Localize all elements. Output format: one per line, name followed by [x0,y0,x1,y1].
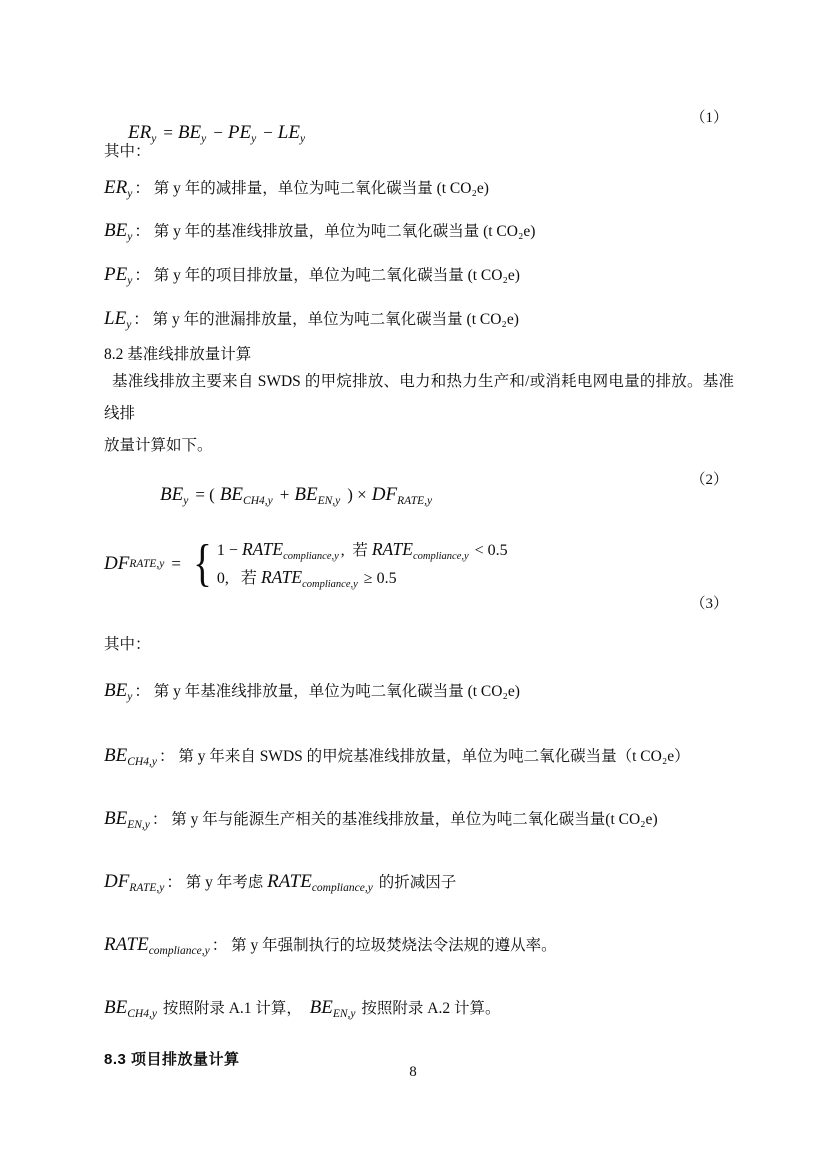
definition-text: ： 第 y 年的泄漏排放量，单位为吨二氧化碳当量 (t CO₂e) [133,311,519,328]
var-be: BE [160,484,184,505]
var-df: DF [371,484,398,505]
var-be-ch4-sub: CH4,y [127,756,157,768]
var-le: LE [104,308,127,329]
var-be: BE [104,680,128,701]
var-df-sub: RATE,y [397,495,433,507]
var-be-en-sub: EN,y [317,495,341,507]
operator-equals-open-paren: = ( [195,485,215,504]
section-8-2-title: 8.2 基准线排放量计算 [104,346,252,363]
where-label-2 [104,634,734,656]
equation-2-body [160,484,434,507]
definition-be-ch4-y [104,744,734,767]
appendix-calculation-note [104,996,734,1019]
var-pe: PE [227,122,252,143]
var-be-en: BE [104,808,128,829]
var-be-en-sub: EN,y [127,819,150,831]
var-er: ER [104,177,128,198]
var-er-sub: y [127,188,133,200]
definition-be-en-y [104,807,734,830]
var-be-sub: y [183,495,189,507]
var-rate: RATE [104,934,149,955]
equation-3 [104,534,734,620]
case-2-threshold: ≥ 0.5 [359,570,397,587]
var-be-sub: y [201,133,207,145]
definition-text: ： 第 y 年考虑 [166,874,268,891]
definition-le-y [104,307,734,330]
section-heading-8-2 [104,342,734,364]
definition-df-rate-y [104,870,734,893]
var-rate-sub: compliance,y [148,945,210,957]
var-rate-sub: compliance,y [311,882,373,894]
var-le: LE [277,122,300,143]
page-number-text: 8 [409,1064,417,1080]
var-pe: PE [104,264,128,285]
var-be-en-sub: EN,y [332,1008,356,1020]
case-row-1 [217,536,508,564]
var-df-sub: RATE,y [129,882,165,894]
var-le-sub: y [299,133,306,145]
operator-minus: − [263,123,273,142]
page-number [0,1064,826,1081]
var-be-ch4-sub: CH4,y [127,1008,157,1020]
where-text: 其中： [104,143,151,160]
definition-text: ： 第 y 年基准线排放量，单位为吨二氧化碳当量 (t CO₂e) [134,683,520,700]
operator-plus: + [279,485,290,504]
var-pe-sub: y [127,275,133,287]
equation-3-cases [217,536,508,592]
where-text: 其中： [104,636,151,653]
var-rate: RATE [371,539,413,559]
var-df: DF [104,553,130,574]
equation-2 [104,466,734,542]
var-rate: RATE [241,539,284,559]
var-be-en: BE [294,484,318,505]
var-pe-sub: y [251,133,257,145]
appendix-note-text: 按照附录 A.2 计算。 [357,1000,501,1017]
paragraph-line-1: 基准线排放主要来自 SWDS 的甲烷排放、电力和热力生产和/或消耗电网电量的排放。基准线排 [104,373,734,422]
appendix-note-text: 按照附录 A.1 计算， [158,1000,310,1017]
equation-1-body [128,122,307,145]
definition-text: ： 第 y 年的减排量，单位为吨二氧化碳当量 (t CO₂e) [134,180,489,197]
operator-close-paren-times: ) × [347,485,367,504]
definition-be-y-2 [104,679,734,702]
var-er: ER [128,122,152,143]
equation-2-number: （2） [690,472,728,488]
operator-equals: = [171,554,181,573]
var-rate: RATE [260,567,303,587]
var-be-ch4: BE [104,997,128,1018]
var-er-sub: y [151,133,157,145]
definition-text: ： 第 y 年的项目排放量，单位为吨二氧化碳当量 (t CO₂e) [134,267,520,284]
case-1-threshold: < 0.5 [470,542,508,559]
operator-equals: = [163,123,173,142]
equation-3-number: （3） [690,596,728,612]
case-2-lead: 0, 若 [216,570,261,587]
var-be: BE [104,220,128,241]
definition-text: ： 第 y 年来自 SWDS 的甲烷基准线排放量，单位为吨二氧化碳当量（t CO₂e） [158,748,690,765]
var-rate-sub: compliance,y [302,579,358,590]
var-be: BE [177,122,202,143]
var-rate-sub: compliance,y [283,551,339,562]
paragraph-line-2: 放量计算如下。 [104,437,213,454]
section-8-2-paragraph [104,366,734,462]
definition-text: ： 第 y 年强制执行的垃圾焚烧法令法规的遵从率。 [211,937,557,954]
var-be-sub: y [127,231,133,243]
definition-text: 的折减因子 [374,874,457,891]
definition-er-y [104,176,734,199]
var-be-ch4: BE [219,484,244,505]
definition-text: ： 第 y 年与能源生产相关的基准线排放量，单位为吨二氧化碳当量(t CO₂e) [151,811,658,828]
section-8-3-title: 8.3 项目排放量计算 [104,1051,240,1068]
var-be-sub: y [127,691,133,703]
var-rate-sub: compliance,y [412,551,469,562]
definition-be-y [104,219,734,242]
definition-text: ： 第 y 年的基准线排放量，单位为吨二氧化碳当量 (t CO₂e) [134,223,536,240]
case-1-condition-text: , 若 [340,542,372,559]
operator-minus: − [213,123,223,142]
var-be-en: BE [309,997,333,1018]
equation-1-number: （1） [690,110,728,126]
equation-3-body: DF RATE,y = { $1 - RATE_{compliance,y}$ , 若 $RATE_{compliance,y} < 0.5$ 0, 若 $RATE_{compliance,y} \ge 0.5$ [104,535,508,592]
where-label-1 [104,141,734,163]
definition-rate-compliance-y [104,933,734,956]
var-rate: RATE [267,871,312,892]
case-row-2 [217,564,508,592]
left-brace: { [193,535,212,592]
var-be-ch4-sub: CH4,y [243,495,273,507]
definition-pe-y [104,263,734,286]
var-be-ch4: BE [104,745,128,766]
case-1-lead: 1 − [216,542,242,559]
var-le-sub: y [126,319,132,331]
var-df: DF [104,871,130,892]
